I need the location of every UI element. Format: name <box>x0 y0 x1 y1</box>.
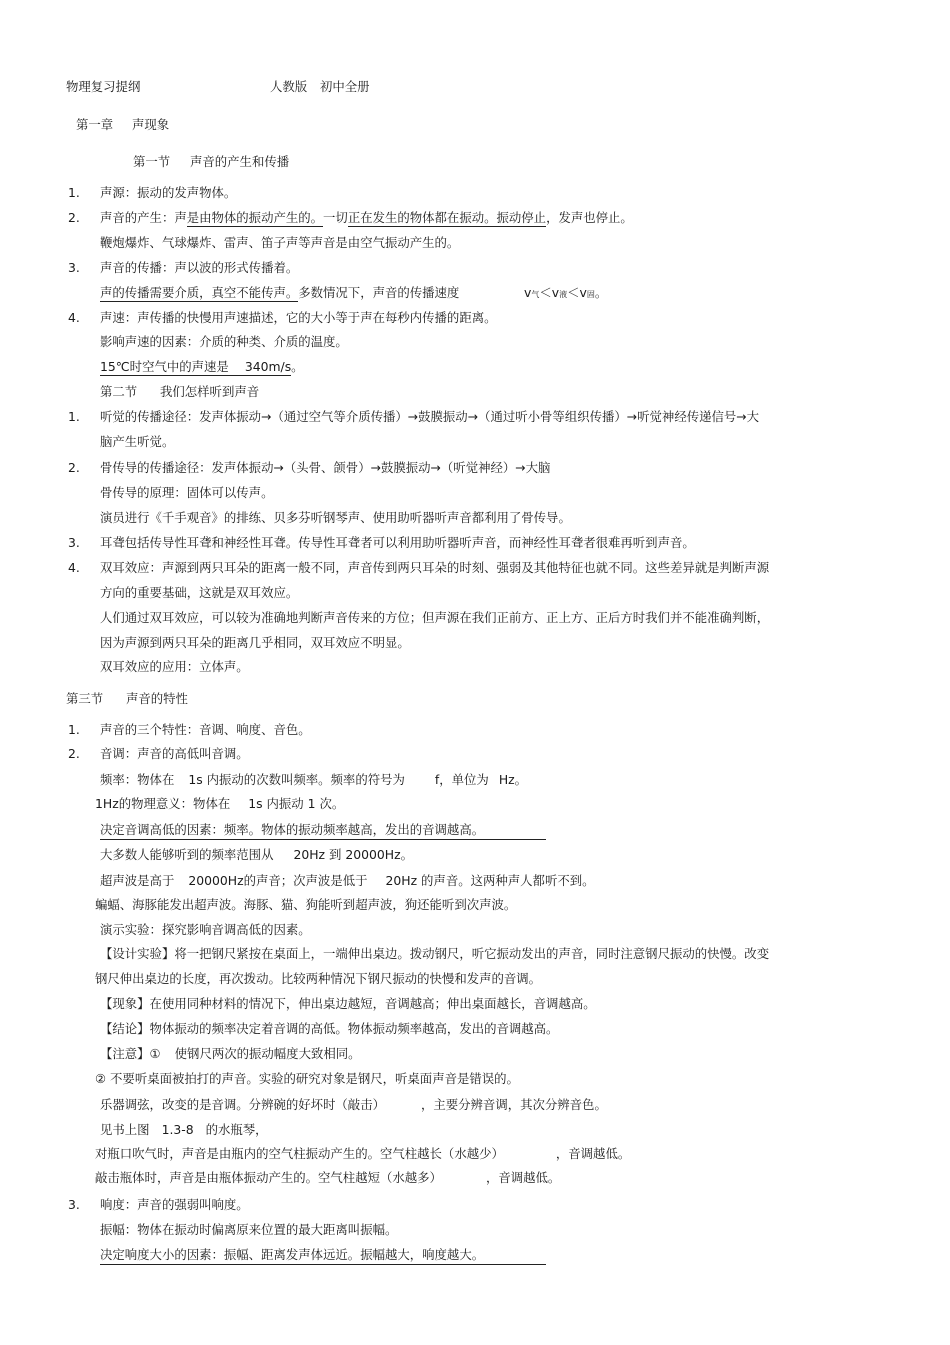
pitch-factor: 决定音调高低的因素：频率。物体的振动频率越高，发出的音调越高。 <box>100 822 546 840</box>
note-1: 【注意】① 使钢尺两次的振动幅度大致相同。 <box>100 1046 361 1061</box>
strike-bottle: 敲击瓶体时，声音是由瓶体振动产生的。空气柱越短（水越多） ，音调越低。 <box>95 1170 561 1185</box>
speed-comparison: v气＜v液＜v固。 <box>524 285 608 300</box>
s1-item2: 声音的产生：声是由物体的振动产生的。一切正在发生的物体都在振动。振动停止，发声也停止。 <box>100 210 633 225</box>
item-number: 3. <box>68 535 80 550</box>
section3-label: 第三节 <box>66 691 104 706</box>
chapter-title: 声现象 <box>132 117 170 132</box>
item-number: 4. <box>68 310 80 325</box>
design-experiment-cont: 钢尺伸出桌边的长度，再次拨动。比较两种情况下钢尺振动的快慢和发声的音调。 <box>95 971 542 986</box>
s3-item2: 音调：声音的高低叫音调。 <box>100 746 249 761</box>
loudness-factor: 决定响度大小的因素：振幅、距离发声体远近。振幅越大，响度越大。 <box>100 1247 546 1265</box>
s1-item2-example: 鞭炮爆炸、气球爆炸、雷声、笛子声等声音是由空气振动产生的。 <box>100 235 460 250</box>
item-number: 1. <box>68 722 80 737</box>
s2-item2-example: 演员进行《千手观音》的排练、贝多芬听钢琴声、使用助听器听声音都利用了骨传导。 <box>100 510 571 525</box>
s2-item3: 耳聋包括传导性耳聋和神经性耳聋。传导性耳聋者可以利用助听器听声音，而神经性耳聋者很难再听到声音。 <box>100 535 695 550</box>
doc-scope: 初中全册 <box>320 79 370 94</box>
s2-item1-cont: 脑产生听觉。 <box>100 434 175 449</box>
s1-item4-factors: 影响声速的因素：介质的种类、介质的温度。 <box>100 334 348 349</box>
demo-experiment: 演示实验：探究影响音调高低的因素。 <box>100 922 311 937</box>
note-2: ② 不要听桌面被拍打的声音。实验的研究对象是钢尺，听桌面声音是错误的。 <box>95 1071 519 1086</box>
frequency-definition: 频率：物体在 1s 内振动的次数叫频率。频率的符号为 f，单位为 Hz。 <box>100 772 528 787</box>
s1-item3: 声音的传播：声以波的形式传播着。 <box>100 260 299 275</box>
s1-item4-speed: 15℃时空气中的声速是 340m/s。 <box>100 359 304 374</box>
animal-hearing: 蝙蝠、海豚能发出超声波。海豚、猫、狗能听到超声波，狗还能听到次声波。 <box>95 897 517 912</box>
s2-item4: 双耳效应：声源到两只耳朵的距离一般不同，声音传到两只耳朵的时刻、强弱及其他特征也就不同。这些差异就是判断声源 <box>100 560 770 575</box>
section1-title: 声音的产生和传播 <box>190 154 290 169</box>
chapter-label: 第一章 <box>76 117 114 132</box>
s1-item1: 声源：振动的发声物体。 <box>100 185 237 200</box>
phenomenon: 【现象】在使用同种材料的情况下，伸出桌边越短，音调越高；伸出桌面越长，音调越高。 <box>100 996 596 1011</box>
blow-bottle: 对瓶口吹气时，声音是由瓶内的空气柱振动产生的。空气柱越长（水越少） ，音调越低。 <box>95 1146 631 1161</box>
instrument-tuning: 乐器调弦，改变的是音调。分辨碗的好坏时（敲击） ，主要分辨音调，其次分辨音色。 <box>100 1097 607 1112</box>
item-number: 1. <box>68 185 80 200</box>
s2-item4-detail-cont: 因为声源到两只耳朵的距离几乎相同，双耳效应不明显。 <box>100 635 410 650</box>
doc-title: 物理复习提纲 <box>66 79 141 94</box>
item-number: 1. <box>68 409 80 424</box>
design-experiment: 【设计实验】将一把钢尺紧按在桌面上，一端伸出桌边。拨动钢尺，听它振动发出的声音，同时注意钢尺振动的快慢。改变 <box>100 946 770 961</box>
item-number: 2. <box>68 460 80 475</box>
section2-label: 第二节 <box>100 384 138 399</box>
s2-item2: 骨传导的传播途径：发声体振动→（头骨、颌骨）→鼓膜振动→（听觉神经）→大脑 <box>100 460 551 475</box>
s2-item2-principle: 骨传导的原理：固体可以传声。 <box>100 485 274 500</box>
section2-title: 我们怎样听到声音 <box>160 384 260 399</box>
s1-item4: 声速：声传播的快慢用声速描述，它的大小等于声在每秒内传播的距离。 <box>100 310 497 325</box>
item-number: 3. <box>68 260 80 275</box>
item-number: 2. <box>68 210 80 225</box>
s2-item4-application: 双耳效应的应用：立体声。 <box>100 659 249 674</box>
item-number: 4. <box>68 560 80 575</box>
conclusion: 【结论】物体振动的频率决定着音调的高低。物体振动频率越高，发出的音调越高。 <box>100 1021 559 1036</box>
section3-title: 声音的特性 <box>126 691 188 706</box>
amplitude-definition: 振幅：物体在振动时偏离原来位置的最大距离叫振幅。 <box>100 1222 398 1237</box>
s2-item4-cont: 方向的重要基础，这就是双耳效应。 <box>100 585 299 600</box>
s1-item3-detail: 声的传播需要介质，真空不能传声。多数情况下，声音的传播速度 <box>100 285 460 300</box>
section1-label: 第一节 <box>133 154 171 169</box>
doc-edition: 人教版 <box>270 79 308 94</box>
ultrasound-infrasound: 超声波是高于 20000Hz的声音；次声波是低于 20Hz 的声音。这两种声人都听不到。 <box>100 873 595 888</box>
s2-item1: 听觉的传播途径：发声体振动→（通过空气等介质传播）→鼓膜振动→（通过听小骨等组织传播）→听觉神经传递信号→大 <box>100 409 760 424</box>
item-number: 3. <box>68 1197 80 1212</box>
item-number: 2. <box>68 746 80 761</box>
s2-item4-detail: 人们通过双耳效应，可以较为准确地判断声音传来的方位；但声源在我们正前方、正上方、正后方时我们并不能准确判断， <box>100 610 770 625</box>
figure-reference: 见书上图 1.3-8 的水瓶琴， <box>100 1122 268 1137</box>
s3-item1: 声音的三个特性：音调、响度、音色。 <box>100 722 311 737</box>
s3-item3: 响度：声音的强弱叫响度。 <box>100 1197 249 1212</box>
hearing-range: 大多数人能够听到的频率范围从 20Hz 到 20000Hz。 <box>100 847 413 862</box>
hz-meaning: 1Hz的物理意义：物体在 1s 内振动 1 次。 <box>95 796 345 811</box>
